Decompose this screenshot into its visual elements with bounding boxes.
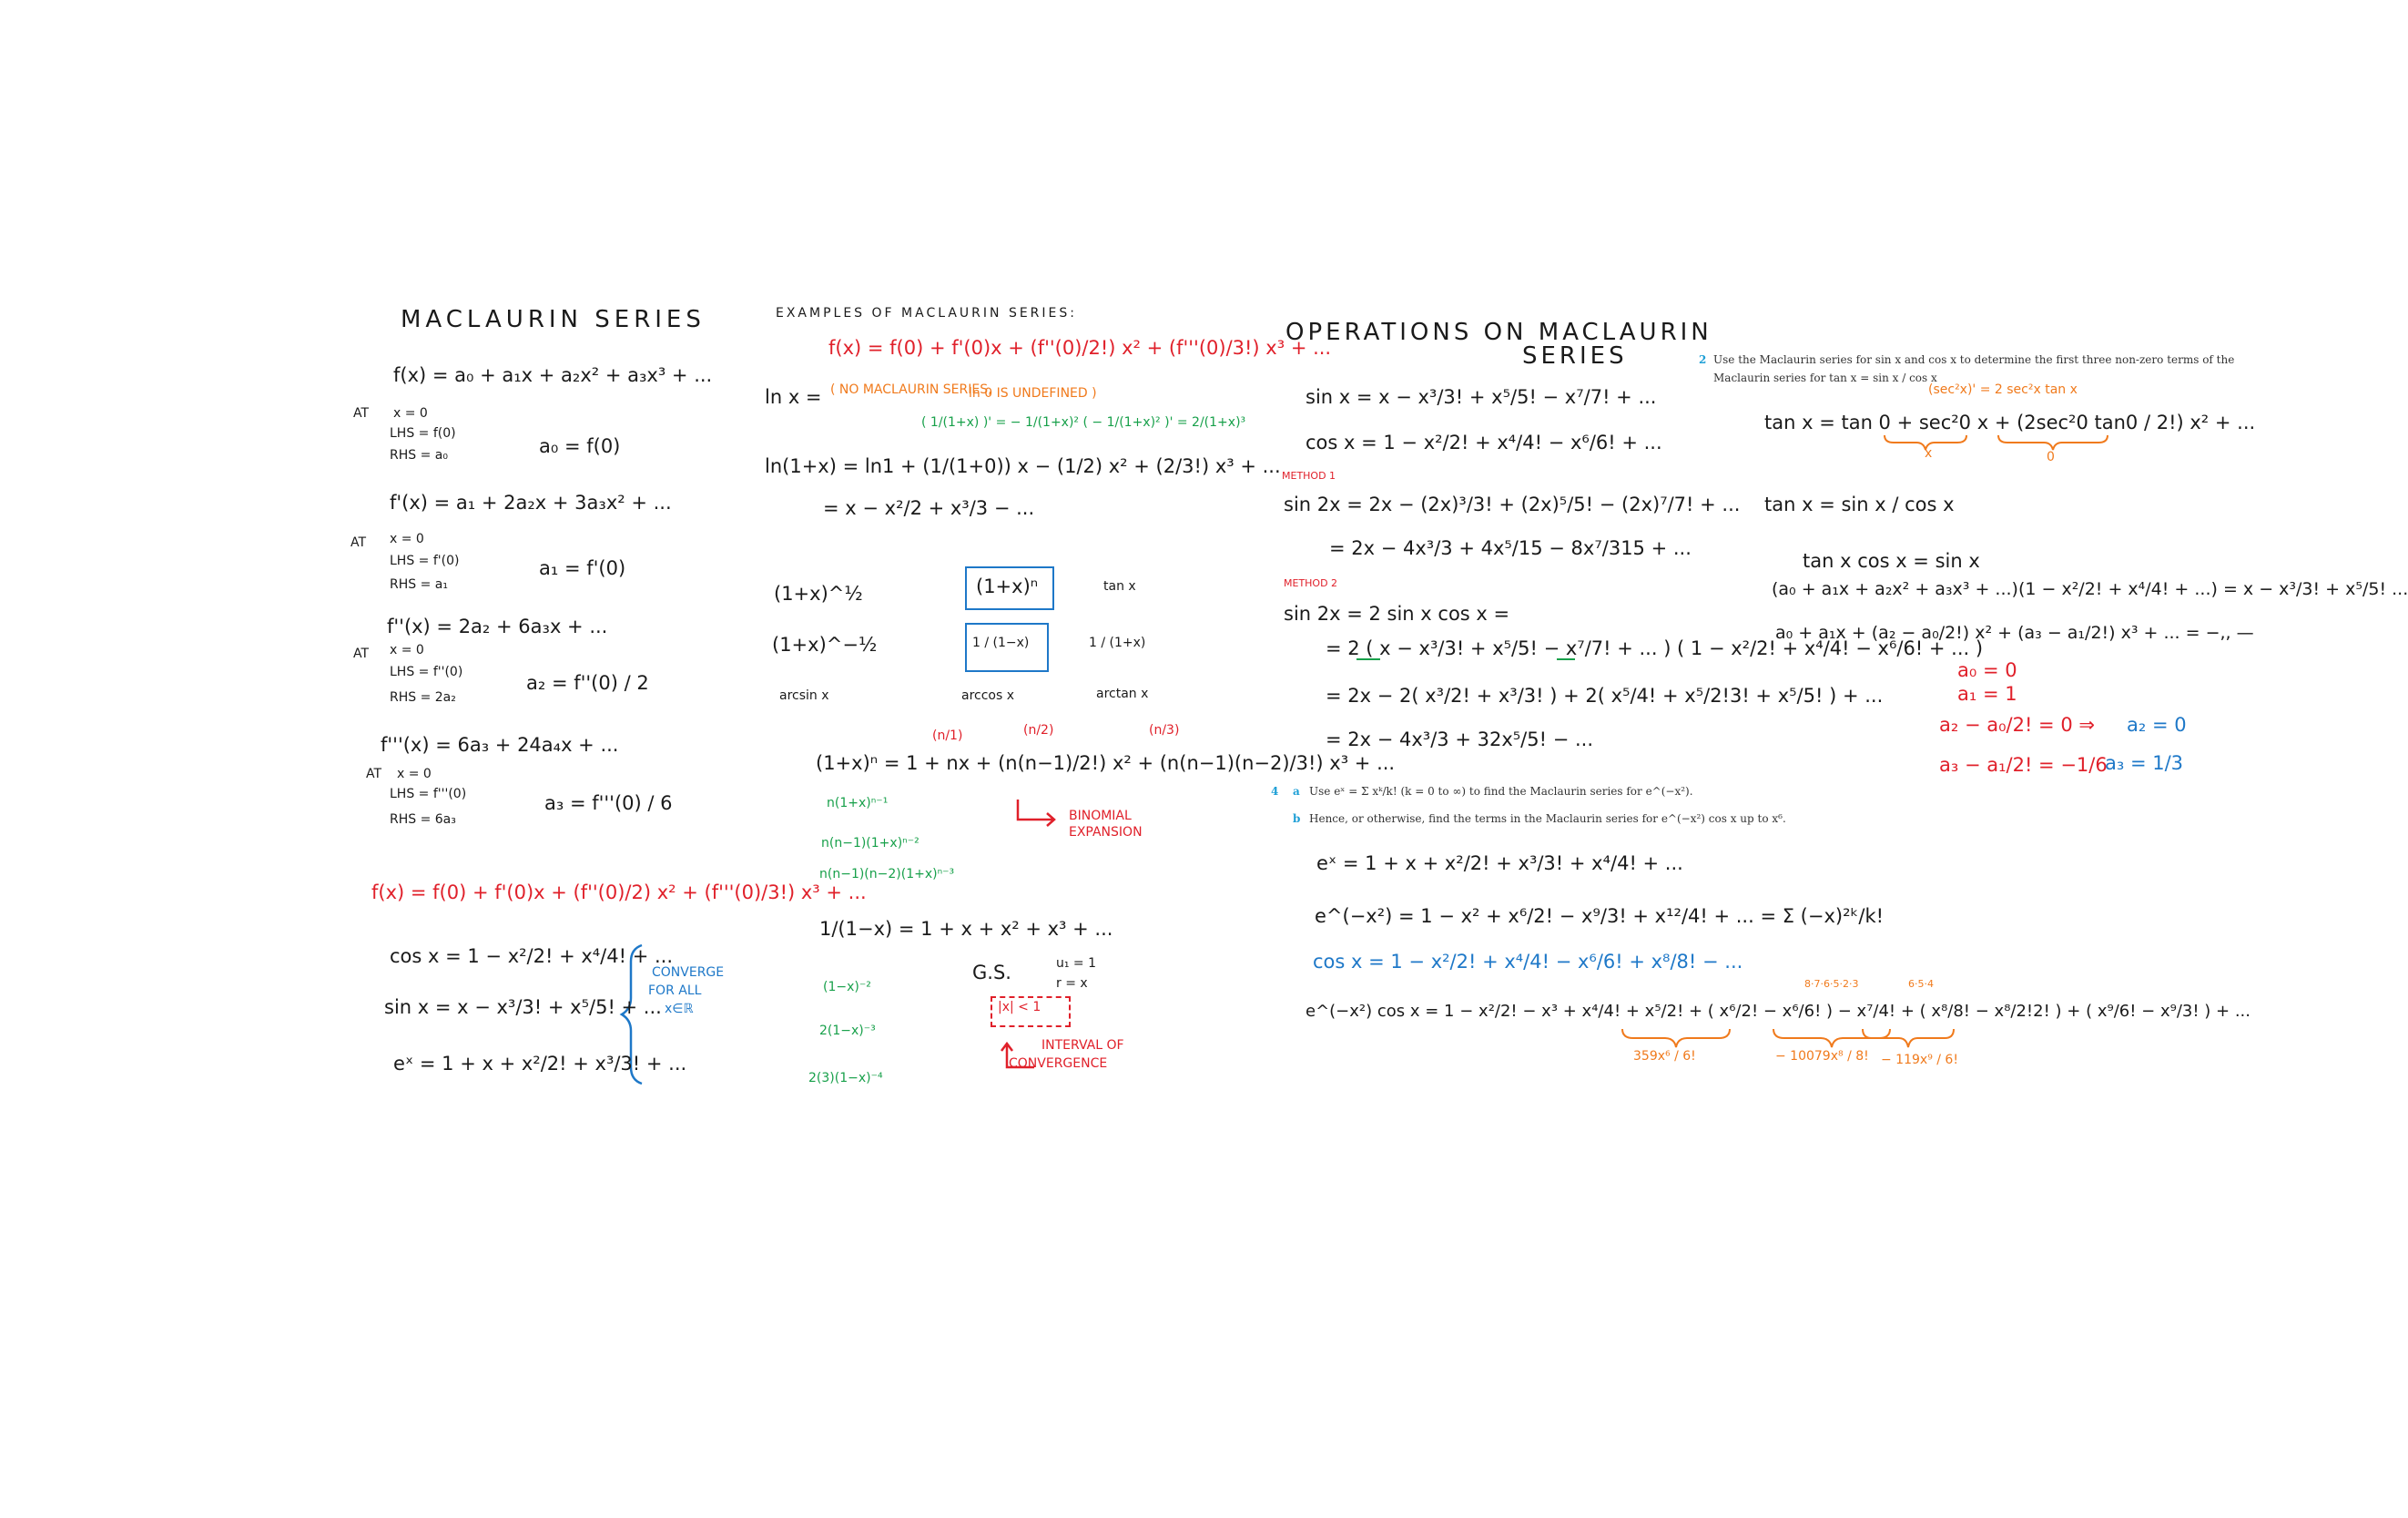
binomial-expansion: (1+x)ⁿ = 1 + nx + (n(n−1)/2!) x² + (n(n−1)(n−2)/3!) x³ + ... xyxy=(816,752,1396,774)
interval-label: INTERVAL OF xyxy=(1041,1038,1124,1053)
common-ratio: r = x xyxy=(1056,976,1088,991)
coefficient-a3: a₃ = 1/3 xyxy=(2105,752,2184,774)
coefficient-result: a₃ = f'''(0) / 6 xyxy=(544,792,673,814)
section-title-maclaurin: MACLAURIN SERIES xyxy=(401,306,706,333)
cos-series-blue: cos x = 1 − x²/2! + x⁴/4! − x⁶/6! + x⁸/8! − ... xyxy=(1313,951,1743,973)
product-series: e^(−x²) cos x = 1 − x²/2! − x³ + x⁴/4! + x⁵/2! + ( x⁶/2! − x⁶/6! ) − x⁷/4! + ( x⁸/8! − x⁸/2!2! ) + ( x⁹/6! − x⁹/3! ) + ... xyxy=(1306,1002,2251,1021)
coefficient-a2-equation: a₂ − a₀/2! = 0 ⇒ xyxy=(1939,714,2095,736)
tan-identity: tan x cos x = sin x xyxy=(1803,550,1980,572)
factor-note: 6·5·4 xyxy=(1908,978,1934,990)
coefficient-a2: a₂ = 0 xyxy=(2127,714,2187,736)
function-reciprocal: 1 / (1+x) xyxy=(1089,636,1146,650)
converge-note: x∈ℝ xyxy=(665,1002,694,1016)
ln-1px-simplified: = x − x²/2 + x³/3 − ... xyxy=(823,497,1035,519)
coefficient-result: a₀ = f(0) xyxy=(539,435,621,457)
function-geometric: 1 / (1−x) xyxy=(972,636,1030,650)
brace-value: x xyxy=(1925,446,1933,461)
question-number: 2 xyxy=(1699,353,1707,366)
section-title-examples: EXAMPLES OF MACLAURIN SERIES: xyxy=(776,306,1077,321)
binomial-coefficient: (n/3) xyxy=(1149,723,1180,738)
simplified-term: 359x⁶ / 6! xyxy=(1633,1049,1696,1064)
converge-note: FOR ALL xyxy=(648,983,702,998)
coefficient-comparison: a₀ + a₁x + (a₂ − a₀/2!) x² + (a₃ − a₁/2!) x³ + ... = −,, — xyxy=(1775,623,2254,643)
question-text: Use eˣ = Σ xᵏ/k! (k = 0 to ∞) to find the Maclaurin series for e^(−x²). xyxy=(1309,785,1693,798)
coefficient-a1: a₁ = 1 xyxy=(1957,683,2017,705)
exp-neg-x2-series: e^(−x²) = 1 − x² + x⁶/2! − x⁹/3! + x¹²/4! + ... = Σ (−x)²ᵏ/k! xyxy=(1315,905,1885,927)
function-sqrt: (1+x)^½ xyxy=(774,583,863,605)
first-derivative: f'(x) = a₁ + 2a₂x + 3a₃x² + ... xyxy=(390,492,672,514)
binomial-derivative: n(n−1)(n−2)(1+x)ⁿ⁻³ xyxy=(819,867,955,881)
rhs-line: RHS = a₀ xyxy=(390,448,448,463)
geometric-derivative: 2(1−x)⁻³ xyxy=(819,1024,876,1038)
function-arctan: arctan x xyxy=(1096,687,1149,701)
geometric-derivative: 2(3)(1−x)⁻⁴ xyxy=(808,1071,883,1085)
binomial-label: EXPANSION xyxy=(1069,825,1143,840)
question-text: Maclaurin series for tan x = sin x / cos x xyxy=(1713,372,1937,384)
coefficient-result: a₂ = f''(0) / 2 xyxy=(526,672,649,694)
function-arccos: arccos x xyxy=(961,688,1015,703)
lhs-line: LHS = f''(0) xyxy=(390,665,463,679)
x-equals-zero: x = 0 xyxy=(393,406,428,421)
first-term: u₁ = 1 xyxy=(1056,956,1097,971)
exp-series: eˣ = 1 + x + x²/2! + x³/3! + x⁴/4! + ... xyxy=(1316,852,1683,874)
sin-series: sin x = x − x³/3! + x⁵/5! − x⁷/7! + ... xyxy=(1306,386,1657,408)
lhs-line: LHS = f(0) xyxy=(390,426,456,441)
gs-label: G.S. xyxy=(972,962,1011,983)
question-part: a xyxy=(1293,785,1300,798)
coefficient-a3-equation: a₃ − a₁/2! = −1/6 xyxy=(1939,754,2108,776)
section-title-operations-2: SERIES xyxy=(1522,342,1628,370)
binomial-derivative: n(1+x)ⁿ⁻¹ xyxy=(827,796,889,810)
geometric-series: 1/(1−x) = 1 + x + x² + x³ + ... xyxy=(819,918,1113,940)
question-text: Use the Maclaurin series for sin x and cos x to determine the first three non-zero terms of the xyxy=(1713,353,2235,366)
lhs-line: LHS = f'''(0) xyxy=(390,787,467,801)
question-text: Hence, or otherwise, find the terms in the Maclaurin series for e^(−x²) cos x up to x⁶. xyxy=(1309,812,1786,825)
function-tan: tan x xyxy=(1103,579,1136,594)
function-inv-sqrt: (1+x)^−½ xyxy=(772,634,878,656)
maclaurin-general-formula: f(x) = f(0) + f'(0)x + (f''(0)/2!) x² + (f'''(0)/3!) x³ + ... xyxy=(828,337,1332,359)
underbrace-3 xyxy=(1863,1029,1954,1047)
at-label: AT xyxy=(366,767,382,781)
sin-series: sin x = x − x³/3! + x⁵/5! + ... xyxy=(384,996,662,1018)
lhs-line: LHS = f'(0) xyxy=(390,554,460,568)
underbrace-0 xyxy=(1998,435,2108,450)
sin-2x-method-1-simplified: = 2x − 4x³/3 + 4x⁵/15 − 8x⁷/315 + ... xyxy=(1329,537,1692,559)
no-series-note: ( NO MACLAURIN SERIES, xyxy=(830,382,992,397)
absolute-value-condition: |x| < 1 xyxy=(998,1000,1041,1014)
binomial-label: BINOMIAL xyxy=(1069,809,1132,823)
x-equals-zero: x = 0 xyxy=(390,643,424,657)
at-label: AT xyxy=(353,647,370,661)
function-arcsin: arcsin x xyxy=(779,688,829,703)
question-number: 4 xyxy=(1271,785,1279,798)
binomial-coefficient: (n/1) xyxy=(932,728,963,743)
rhs-line: RHS = 2a₂ xyxy=(390,690,456,705)
function-binomial: (1+x)ⁿ xyxy=(976,576,1039,597)
binomial-derivative: n(n−1)(1+x)ⁿ⁻² xyxy=(821,836,920,851)
series-multiplication: (a₀ + a₁x + a₂x² + a₃x³ + ...)(1 − x²/2! + x⁴/4! + ...) = x − x³/3! + x⁵/5! ... xyxy=(1772,579,2408,599)
cos-series: cos x = 1 − x²/2! + x⁴/4! − x⁶/6! + ... xyxy=(1306,432,1662,453)
product-expansion: = 2x − 4x³/3 + 32x⁵/5! − ... xyxy=(1326,728,1593,750)
coefficient-result: a₁ = f'(0) xyxy=(539,557,626,579)
at-label: AT xyxy=(353,406,370,421)
derivative-note: (sec²x)' = 2 sec²x tan x xyxy=(1928,382,2078,397)
product-expansion: = 2 ( x − x³/3! + x⁵/5! − x⁷/7! + ... ) ( 1 − x²/2! + x⁴/4! − x⁶/6! + ... ) xyxy=(1326,637,1984,659)
binomial-arrow xyxy=(1018,800,1054,826)
exp-series: eˣ = 1 + x + x²/2! + x³/3! + ... xyxy=(393,1053,687,1075)
series-definition: f(x) = a₀ + a₁x + a₂x² + a₃x³ + ... xyxy=(393,364,713,386)
tan-taylor: tan x = tan 0 + sec²0 x + (2sec²0 tan0 / 2!) x² + ... xyxy=(1764,412,2256,433)
cos-series: cos x = 1 − x²/2! + x⁴/4! + ... xyxy=(390,945,674,967)
converge-note: CONVERGE xyxy=(652,965,725,980)
underbrace-1 xyxy=(1622,1029,1730,1047)
sin-2x-method-1: sin 2x = 2x − (2x)³/3! + (2x)⁵/5! − (2x)⁷/7! + ... xyxy=(1284,494,1741,515)
method-2-label: METHOD 2 xyxy=(1284,577,1338,589)
rhs-line: RHS = 6a₃ xyxy=(390,812,456,827)
simplified-term: − 119x⁹ / 6! xyxy=(1881,1053,1958,1067)
method-1-label: METHOD 1 xyxy=(1282,470,1336,482)
third-derivative: f'''(x) = 6a₃ + 24a₄x + ... xyxy=(381,734,619,756)
brace-value: 0 xyxy=(2047,450,2055,464)
product-expansion: = 2x − 2( x³/2! + x³/3! ) + 2( x⁵/4! + x⁵/2!3! + x⁵/5! ) + ... xyxy=(1326,685,1884,707)
at-label: AT xyxy=(351,535,367,550)
factor-note: 8·7·6·5·2·3 xyxy=(1804,978,1859,990)
geometric-derivative: (1−x)⁻² xyxy=(823,980,871,994)
undefined-note: ln 0 IS UNDEFINED ) xyxy=(969,386,1097,401)
interval-label: CONVERGENCE xyxy=(1009,1056,1108,1071)
x-equals-zero: x = 0 xyxy=(397,767,432,781)
coefficient-a0: a₀ = 0 xyxy=(1957,659,2017,681)
ln-1px-series: ln(1+x) = ln1 + (1/(1+0)) x − (1/2) x² + (2/3!) x³ + ... xyxy=(765,455,1281,477)
x-equals-zero: x = 0 xyxy=(390,532,424,546)
maclaurin-general-formula: f(x) = f(0) + f'(0)x + (f''(0)/2) x² + (f'''(0)/3!) x³ + ... xyxy=(371,881,867,903)
tan-quotient: tan x = sin x / cos x xyxy=(1764,494,1955,515)
question-part: b xyxy=(1293,812,1301,825)
second-derivative: f''(x) = 2a₂ + 6a₃x + ... xyxy=(387,616,608,637)
rhs-line: RHS = a₁ xyxy=(390,577,448,592)
binomial-coefficient: (n/2) xyxy=(1023,723,1054,738)
section-title-operations: OPERATIONS ON MACLAURIN xyxy=(1285,319,1712,346)
sin-2x-method-2: sin 2x = 2 sin x cos x = xyxy=(1284,603,1510,625)
derivative-steps: ( 1/(1+x) )' = − 1/(1+x)² ( − 1/(1+x)² )' = 2/(1+x)³ xyxy=(921,415,1246,430)
simplified-term: − 10079x⁸ / 8! xyxy=(1775,1049,1869,1064)
ln-x-label: ln x = xyxy=(765,386,822,408)
